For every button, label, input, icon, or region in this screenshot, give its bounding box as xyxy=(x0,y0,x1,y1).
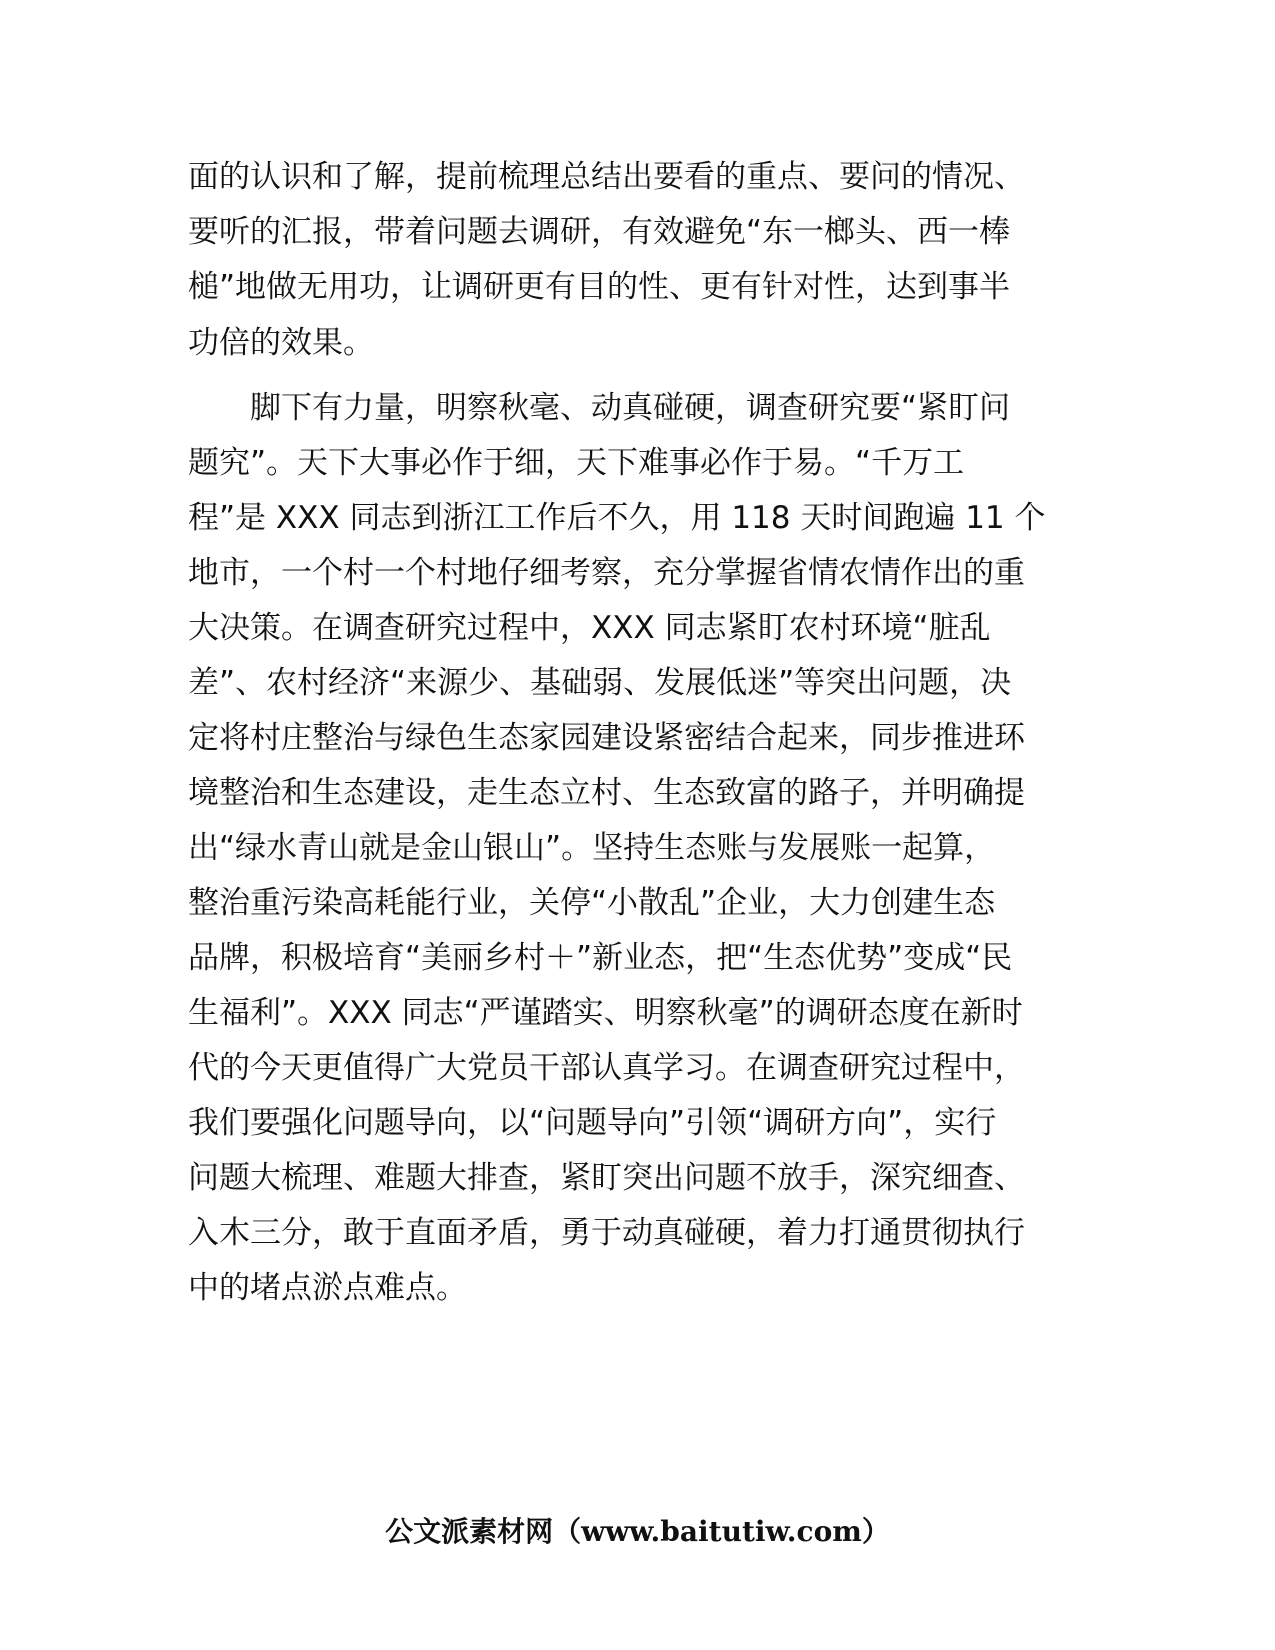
body-text-line: 题究”。天下大事必作于细，天下难事必作于易。“千万工 xyxy=(188,445,965,481)
body-text-line: 大决策。在调查研究过程中，XXX 同志紧盯农村环境“脏乱 xyxy=(188,610,991,646)
body-text-line: 脚下有力量，明察秋毫、动真碰硬，调查研究要“紧盯问 xyxy=(188,390,1011,426)
body-text-line: 要听的汇报，带着问题去调研，有效避免“东一榔头、西一棒 xyxy=(188,214,1011,250)
body-text-line: 我们要强化问题导向，以“问题导向”引领“调研方向”，实行 xyxy=(188,1105,997,1141)
body-text-line: 中的堵点淤点难点。 xyxy=(188,1270,467,1306)
body-text-line: 功倍的效果。 xyxy=(188,325,374,361)
body-text-line: 境整治和生态建设，走生态立村、生态致富的路子，并明确提 xyxy=(188,775,1025,811)
body-text-line: 面的认识和了解，提前梳理总结出要看的重点、要问的情况、 xyxy=(188,159,1025,195)
body-text-line: 差”、农村经济“来源少、基础弱、发展低迷”等突出问题，决 xyxy=(188,665,1012,701)
body-text-line: 代的今天更值得广大党员干部认真学习。在调查研究过程中， xyxy=(188,1050,1025,1086)
body-text-line: 定将村庄整治与绿色生态家园建设紧密结合起来，同步推进环 xyxy=(188,720,1025,756)
body-text-line: 出“绿水青山就是金山银山”。坚持生态账与发展账一起算， xyxy=(188,830,996,866)
body-text-line: 地市，一个村一个村地仔细考察，充分掌握省情农情作出的重 xyxy=(188,555,1025,591)
body-text-line: 品牌，积极培育“美丽乡村＋”新业态，把“生态优势”变成“民 xyxy=(188,940,1013,976)
body-text-line: 程”是 XXX 同志到浙江工作后不久，用 118 天时间跑遍 11 个 xyxy=(188,500,1046,536)
body-text-line: 问题大梳理、难题大排查，紧盯突出问题不放手，深究细查、 xyxy=(188,1160,1025,1196)
body-text-line: 槌”地做无用功，让调研更有目的性、更有针对性，达到事半 xyxy=(188,269,1011,305)
body-text-line: 生福利”。XXX 同志“严谨踏实、明察秋毫”的调研态度在新时 xyxy=(188,995,1023,1031)
body-text-line: 入木三分，敢于直面矛盾，勇于动真碰硬，着力打通贯彻执行 xyxy=(188,1215,1025,1251)
footer-source: 公文派素材网（www.baitutiw.com） xyxy=(385,1515,890,1548)
body-text-line: 整治重污染高耗能行业，关停“小散乱”企业，大力创建生态 xyxy=(188,885,996,921)
